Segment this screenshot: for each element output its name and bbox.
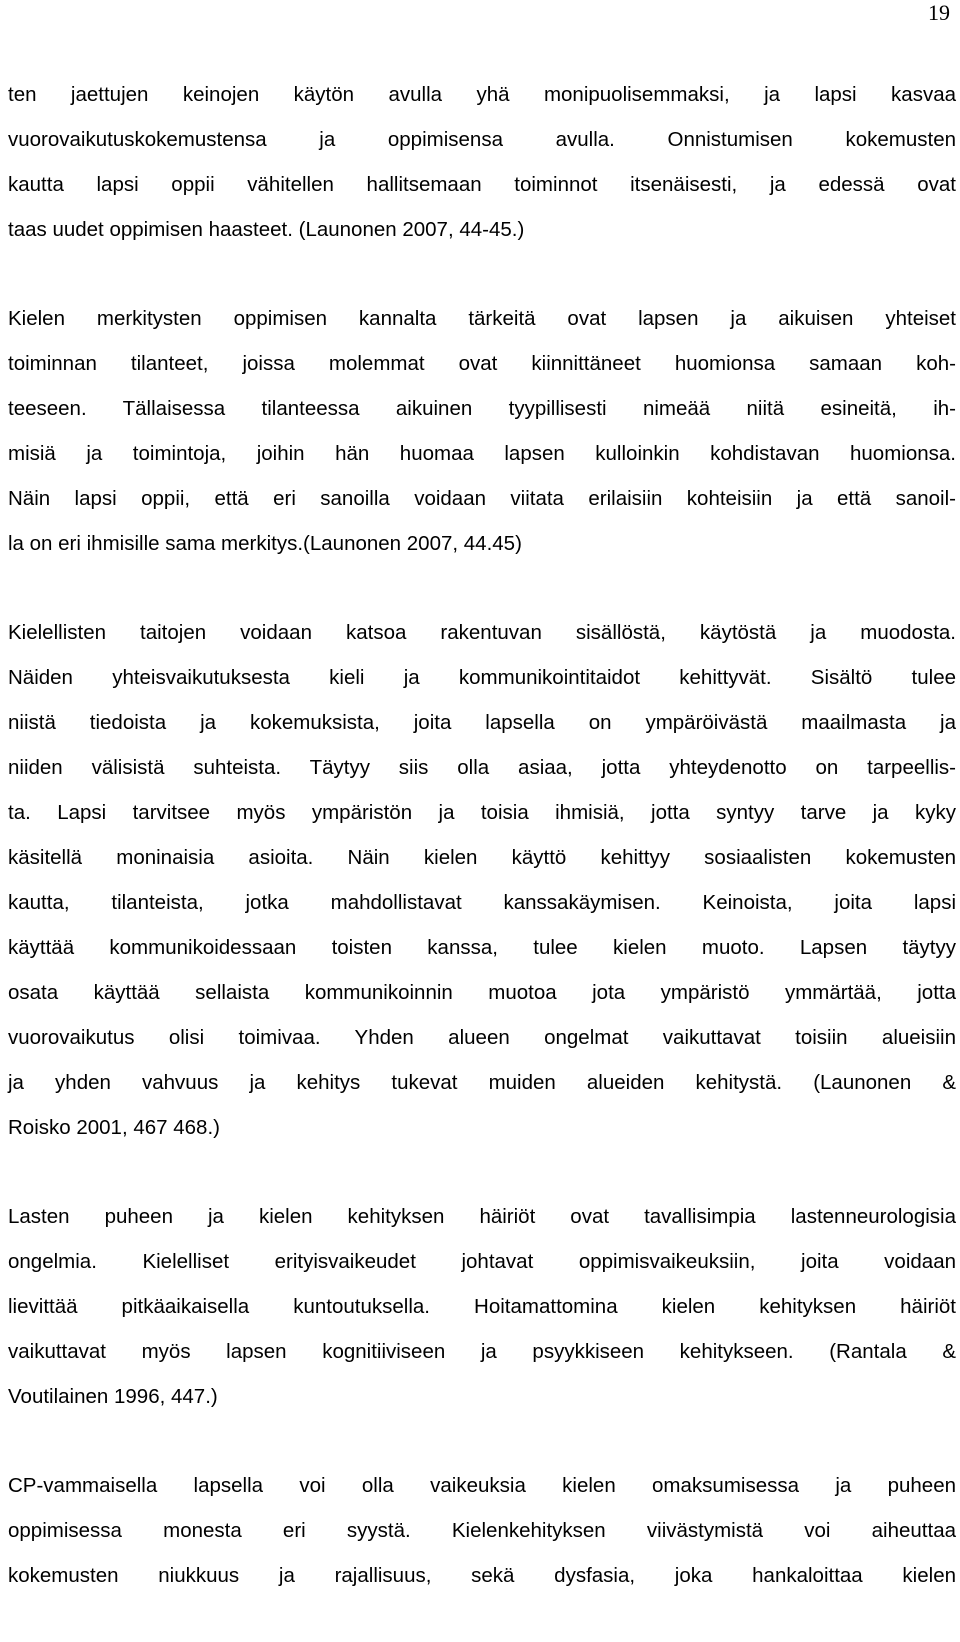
- text-line: kautta, tilanteista, jotka mahdollistavat kanssakäymisen. Keinoista, joita lapsi: [8, 891, 956, 914]
- text-line: vuorovaikutuskokemustensa ja oppimisensa avulla. Onnistumisen kokemusten: [8, 128, 956, 151]
- text-line: taas uudet oppimisen haasteet. (Launonen 2007, 44-45.): [8, 218, 525, 241]
- text-line: ja yhden vahvuus ja kehitys tukevat muiden alueiden kehitystä. (Launonen &: [8, 1071, 956, 1094]
- paragraph-4: [8, 1194, 956, 1419]
- text-line: kautta lapsi oppii vähitellen hallitsemaan toiminnot itsenäisesti, ja edessä ovat: [8, 173, 956, 196]
- text-line: ten jaettujen keinojen käytön avulla yhä monipuolisemmaksi, ja lapsi kasvaa: [8, 83, 956, 106]
- text-line: toiminnan tilanteet, joissa molemmat ovat kiinnittäneet huomionsa samaan koh-: [8, 352, 956, 375]
- text-line: la on eri ihmisille sama merkitys.(Launonen 2007, 44.45): [8, 532, 522, 555]
- text-line: Näiden yhteisvaikutuksesta kieli ja kommunikointitaidot kehittyvät. Sisältö tulee: [8, 666, 956, 689]
- text-line: Roisko 2001, 467 468.): [8, 1116, 220, 1139]
- text-line: niistä tiedoista ja kokemuksista, joita lapsella on ympäröivästä maailmasta ja: [8, 711, 956, 734]
- text-line: ta. Lapsi tarvitsee myös ympäristön ja toisia ihmisiä, jotta syntyy tarve ja kyky: [8, 801, 956, 824]
- text-line: lievittää pitkäaikaisella kuntoutuksella. Hoitamattomina kielen kehityksen häiriöt: [8, 1295, 956, 1318]
- text-line: vuorovaikutus olisi toimivaa. Yhden alueen ongelmat vaikuttavat toisiin alueisiin: [8, 1026, 956, 1049]
- paragraph-3: [8, 610, 956, 1150]
- text-line: niiden välisistä suhteista. Täytyy siis olla asiaa, jotta yhteydenotto on tarpeellis-: [8, 756, 956, 779]
- text-line: misiä ja toimintoja, joihin hän huomaa lapsen kulloinkin kohdistavan huomionsa.: [8, 442, 956, 465]
- paragraph-1: [8, 72, 956, 252]
- text-line: Kielen merkitysten oppimisen kannalta tärkeitä ovat lapsen ja aikuisen yhteiset: [8, 307, 956, 330]
- document-body: [8, 72, 956, 1642]
- text-line: kokemusten niukkuus ja rajallisuus, sekä dysfasia, joka hankaloittaa kielen: [8, 1564, 956, 1587]
- paragraph-2: [8, 296, 956, 566]
- text-line: osata käyttää sellaista kommunikoinnin muotoa jota ympäristö ymmärtää, jotta: [8, 981, 956, 1004]
- text-line: CP-vammaisella lapsella voi olla vaikeuksia kielen omaksumisessa ja puheen: [8, 1474, 956, 1497]
- text-line: teeseen. Tällaisessa tilanteessa aikuinen tyypillisesti nimeää niitä esineitä, ih-: [8, 397, 956, 420]
- paragraph-5: [8, 1463, 956, 1598]
- page-number: 19: [928, 0, 950, 25]
- text-line: ongelmia. Kielelliset erityisvaikeudet johtavat oppimisvaikeuksiin, joita voidaan: [8, 1250, 956, 1273]
- text-line: Kielellisten taitojen voidaan katsoa rakentuvan sisällöstä, käytöstä ja muodosta.: [8, 621, 956, 644]
- text-line: käsitellä moninaisia asioita. Näin kielen käyttö kehittyy sosiaalisten kokemusten: [8, 846, 956, 869]
- text-line: Lasten puheen ja kielen kehityksen häiriöt ovat tavallisimpia lastenneurologisia: [8, 1205, 956, 1228]
- text-line: vaikuttavat myös lapsen kognitiiviseen ja psyykkiseen kehitykseen. (Rantala &: [8, 1340, 956, 1363]
- text-line: oppimisessa monesta eri syystä. Kielenkehityksen viivästymistä voi aiheuttaa: [8, 1519, 956, 1542]
- text-line: Voutilainen 1996, 447.): [8, 1385, 218, 1408]
- text-line: käyttää kommunikoidessaan toisten kanssa, tulee kielen muoto. Lapsen täytyy: [8, 936, 956, 959]
- text-line: Näin lapsi oppii, että eri sanoilla voidaan viitata erilaisiin kohteisiin ja että sanoil-: [8, 487, 956, 510]
